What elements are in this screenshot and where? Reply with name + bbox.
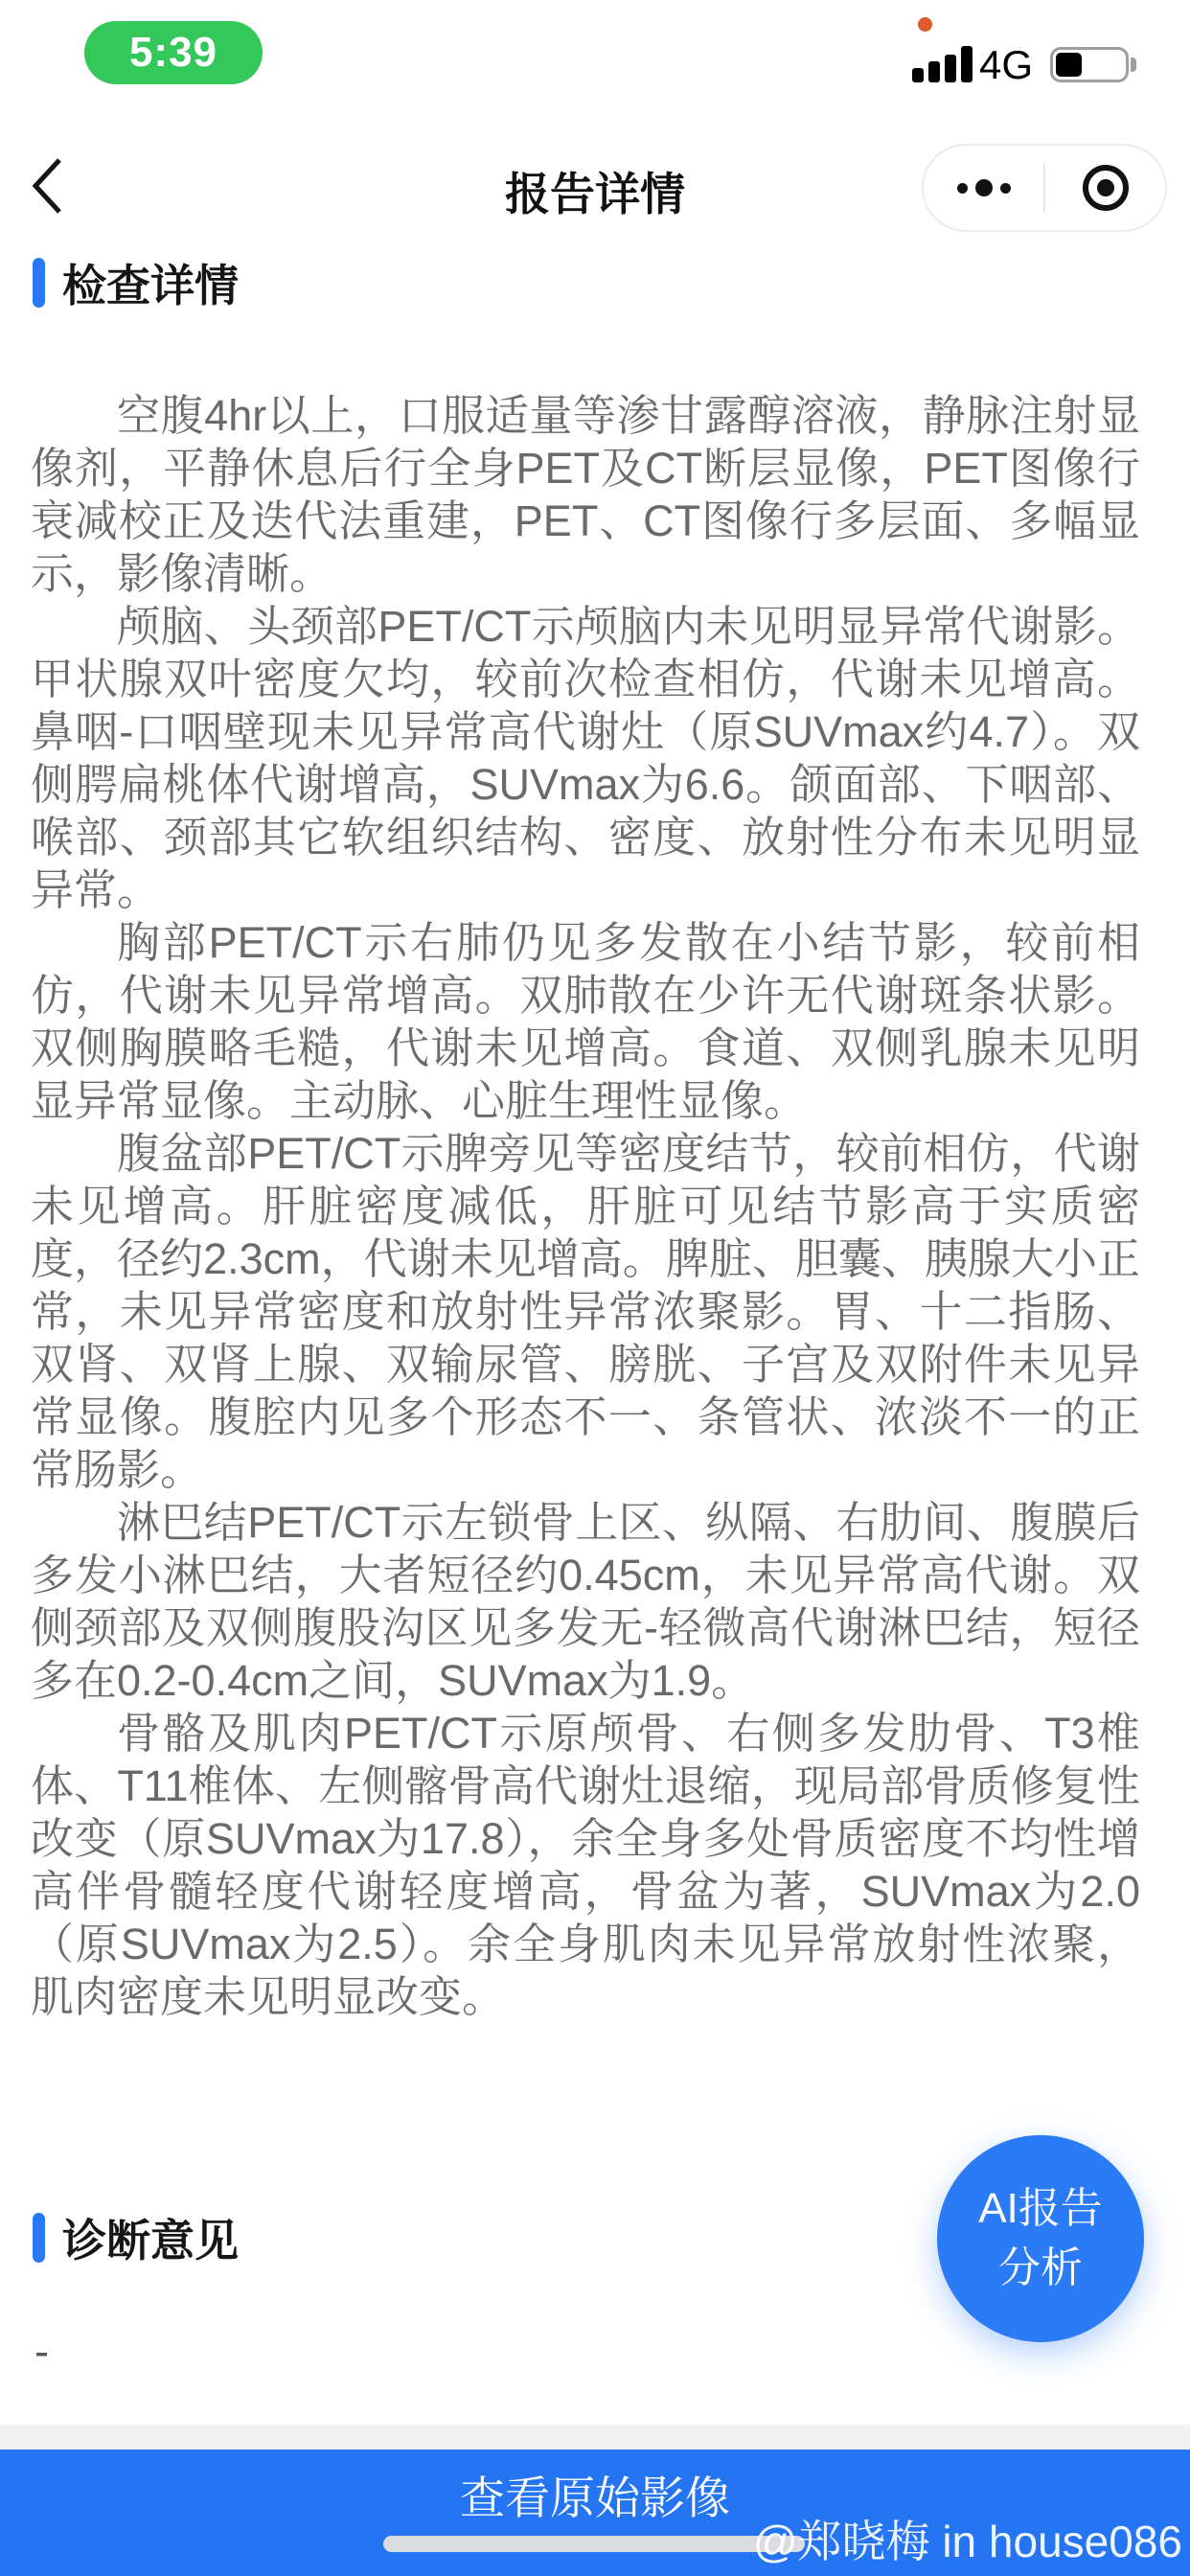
diagnosis-placeholder: - — [34, 2327, 49, 2376]
capsule-home-button[interactable] — [1045, 146, 1165, 230]
status-time-pill — [84, 21, 263, 84]
battery-nub — [1131, 58, 1136, 72]
report-paragraph: 腹盆部PET/CT示脾旁见等密度结节，较前相仿，代谢未见增高。肝脏密度减低，肝脏可见结节影高于实质密度，径约2.3cm，代谢未见增高。脾脏、胆囊、胰腺大小正常，未见异常密度和放射性异常浓聚影。胃、十二指肠、双肾、双肾上腺、双输尿管、膀胱、子宫及双附件未见异常显像。腹腔内见多个形态不一、条管状、浓淡不一的正常肠影。 — [31, 1129, 1140, 1494]
circle-dot-icon — [1083, 165, 1129, 211]
section-accent-bar — [33, 258, 45, 308]
signal-strength-icon — [912, 46, 973, 82]
section-header-diagnosis — [33, 2206, 239, 2269]
view-original-images-label: 查看原始影像 — [460, 2472, 730, 2523]
section-diagnosis-label: 诊断意见 — [62, 2216, 239, 2266]
section-header-exam-details — [33, 251, 239, 314]
miniprogram-capsule — [922, 144, 1167, 232]
section-exam-details-label: 检查详情 — [62, 261, 239, 310]
ai-button-line1: AI报告 — [978, 2185, 1103, 2232]
home-indicator[interactable] — [383, 2536, 805, 2552]
watermark-text: @郑晓梅 in house086 — [752, 2517, 1182, 2566]
ai-report-analysis-button[interactable] — [937, 2135, 1144, 2342]
report-paragraph: 空腹4hr以上，口服适量等渗甘露醇溶液，静脉注射显像剂，平静休息后行全身PET及CT断层显像，PET图像行衰减校正及迭代法重建，PET、CT图像行多层面、多幅显示，影像清晰。 — [31, 391, 1140, 598]
battery-fill — [1056, 53, 1082, 77]
report-paragraph: 颅脑、头颈部PET/CT示颅脑内未见明显异常代谢影。甲状腺双叶密度欠均，较前次检查相仿，代谢未见增高。鼻咽-口咽壁现未见异常高代谢灶（原SUVmax约4.7）。双侧腭扁桃体代谢增高，SUVmax为6.6。颌面部、下咽部、喉部、颈部其它软组织结构、密度、放射性分布未见明显异常。 — [31, 602, 1140, 914]
section-accent-bar — [33, 2213, 45, 2263]
battery-icon — [1050, 47, 1129, 82]
report-paragraph: 淋巴结PET/CT示左锁骨上区、纵隔、右肋间、腹膜后多发小淋巴结，大者短径约0.45cm，未见异常高代谢。双侧颈部及双侧腹股沟区见多发无-轻微高代谢淋巴结，短径多在0.2-0.4cm之间，SUVmax为1.9。 — [31, 1498, 1140, 1705]
network-type-label: 4G — [979, 42, 1034, 87]
page-title: 报告详情 — [505, 169, 685, 219]
report-paragraph: 胸部PET/CT示右肺仍见多发散在小结节影，较前相仿，代谢未见异常增高。双肺散在少许无代谢斑条状影。双侧胸膜略毛糙，代谢未见增高。食道、双侧乳腺未见明显异常显像。主动脉、心脏生理性显像。 — [31, 918, 1140, 1125]
report-paragraph: 骨骼及肌肉PET/CT示原颅骨、右侧多发肋骨、T3椎体、T11椎体、左侧髂骨高代谢灶退缩，现局部骨质修复性改变（原SUVmax为17.8），余全身多处骨质密度不均性增高伴骨髓轻度代谢轻度增高，骨盆为著，SUVmax为2.0（原SUVmax为2.5）。余全身肌肉未见异常放射性浓聚，肌肉密度未见明显改变。 — [31, 1709, 1140, 2021]
status-time: 5:39 — [128, 29, 218, 76]
report-text — [31, 389, 1140, 2023]
more-button[interactable] — [924, 146, 1043, 230]
content-footer-gap — [0, 2425, 1190, 2450]
recording-indicator-icon — [918, 17, 932, 32]
ellipsis-icon — [957, 179, 1011, 196]
ai-button-line2: 分析 — [998, 2244, 1083, 2291]
